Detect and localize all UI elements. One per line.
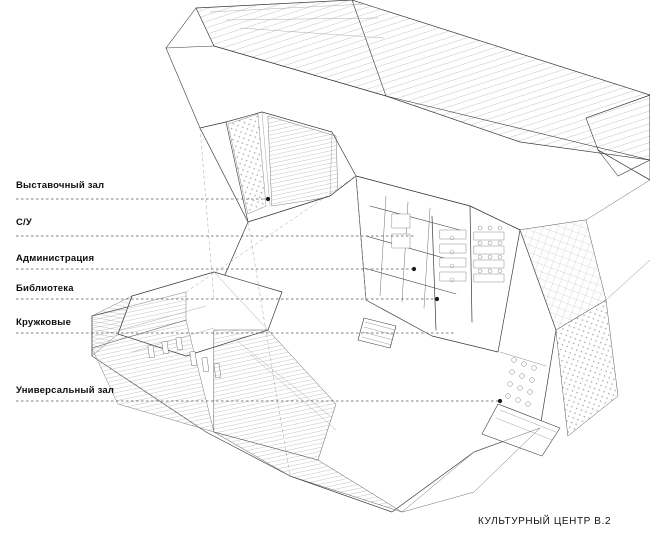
label-library: Библиотека — [16, 283, 74, 294]
label-wc: С/У — [16, 217, 33, 228]
label-universal-hall: Универсальный зал — [16, 385, 115, 396]
leader-dot-exhibition — [266, 197, 270, 201]
leader-dot-administration — [412, 267, 416, 271]
label-exhibition-hall: Выставочный зал — [16, 180, 105, 191]
label-clubs: Кружковые — [16, 317, 72, 328]
drawing-caption: КУЛЬТУРНЫЙ ЦЕНТР В.2 — [478, 516, 612, 527]
label-administration: Администрация — [16, 253, 95, 264]
leader-dot-library — [435, 297, 439, 301]
leader-dot-universal-hall — [498, 399, 502, 403]
